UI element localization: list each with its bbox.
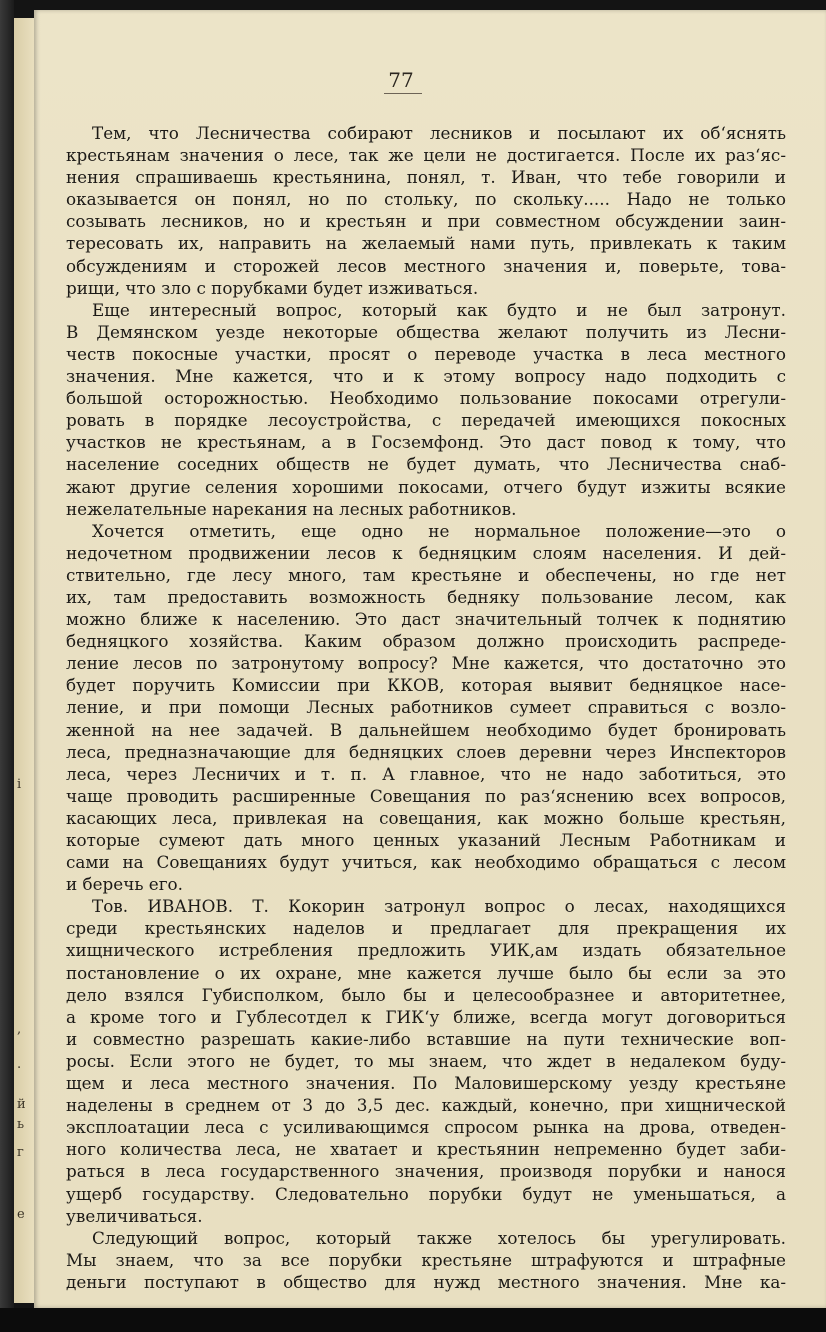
text-line: ного количества леса, не хватает и крестьянин непременно будет заби- [66, 1139, 786, 1160]
book-gutter [0, 0, 14, 1332]
text-line: леса, предназначающие для бедняцких слоев деревни через Инспекторов [66, 741, 786, 762]
text-line: население соседних обществ не будет думать, что Лесничества снаб- [66, 454, 786, 475]
text-line: деньги поступают в общество для нужд местного значения. Мне ка- [66, 1271, 786, 1292]
text-line: чаще проводить расширенные Совещания по раз‘яснению всех вопросов, [66, 785, 786, 806]
text-line: и совместно разрешать какие-либо вставшие на пути технические воп- [66, 1028, 786, 1049]
text-line: и беречь его. [66, 874, 183, 895]
text-line: ровать в порядке лесоустройства, с передачей имеющихся покосных [66, 410, 786, 431]
text-line: В Демянском уезде некоторые общества желают получить из Лесни- [66, 321, 786, 342]
text-line: касающих леса, привлекая на совещания, как можно больше крестьян, [66, 807, 786, 828]
book-page [34, 10, 826, 1308]
text-line: росы. Если этого не будет, то мы знаем, что ждет в недалеком буду- [66, 1050, 786, 1071]
text-line: ущерб государству. Следовательно порубки будут не уменьшаться, а [66, 1183, 786, 1204]
text-line: а кроме того и Гублесотдел к ГИК‘у ближе, всегда могут договориться [66, 1006, 786, 1027]
text-line: Мы знаем, что за все порубки крестьяне штрафуются и штрафные [66, 1249, 786, 1270]
text-line: Тем, что Лесничества собирают лесников и посылают их об‘яснять [92, 123, 786, 143]
text-line: раться в леса государственного значения, производя порубки и нанося [66, 1161, 786, 1182]
text-line: крестьянам значения о лесе, так же цели не достигается. После их раз‘яс- [66, 145, 786, 166]
previous-page-edge [14, 18, 35, 1303]
margin-fragment: i [17, 777, 22, 792]
text-line: будет поручить Комиссии при ККОВ, которая выявит бедняцкое насе- [66, 675, 786, 696]
text-line: тересовать их, направить на желаемый нами путь, привлекать к таким [66, 233, 786, 254]
text-line: среди крестьянских наделов и предлагает для прекращения их [66, 918, 786, 939]
text-line: дело взялся Губисполком, было бы и целесообразнее и авторитетнее, [66, 984, 786, 1005]
text-line: большой осторожностью. Необходимо пользование покосами отрегули- [66, 388, 786, 409]
text-line: ствительно, где лесу много, там крестьяне и обеспечены, но где нет [66, 564, 786, 585]
text-line: наделены в среднем от 3 до 3,5 дес. каждый, конечно, при хищнической [66, 1095, 786, 1116]
text-line: значения. Мне кажется, что и к этому вопросу надо подходить с [66, 366, 786, 387]
text-line: эксплоатации леса с усиливающимся спросом рынка на дрова, отведен- [66, 1117, 786, 1138]
text-line: хищнического истребления предложить УИК,ам издать обязательное [66, 940, 786, 961]
text-line: леса, через Лесничих и т. п. А главное, что не надо заботиться, это [66, 763, 786, 784]
text-line: участков не крестьянам, а в Госземфонд. Это даст повод к тому, что [66, 432, 786, 453]
page-number: 77 [376, 68, 426, 92]
margin-fragment: . [17, 1057, 22, 1072]
text-line: ление, и при помощи Лесных работников сумеет справиться с возло- [66, 697, 786, 718]
text-line: Хочется отметить, еще одно не нормальное положение—это о [92, 520, 786, 541]
text-line: можно ближе к населению. Это даст значительный толчек к поднятию [66, 609, 786, 630]
margin-fragment: й [17, 1097, 26, 1112]
paragraph-block [66, 122, 786, 1293]
text-line: обсуждениям и сторожей лесов местного значения и, поверьте, това- [66, 255, 786, 276]
text-line: Следующий вопрос, который также хотелось бы урегулировать. [92, 1227, 786, 1248]
text-line: Еще интересный вопрос, который как будто и не был затронут. [92, 299, 786, 320]
text-line: ление лесов по затронутому вопросу? Мне кажется, что достаточно это [66, 653, 786, 674]
text-line: жают другие селения хорошими покосами, отчего будут изжиты всякие [66, 476, 786, 497]
text-line: Тов. ИВАНОВ. Т. Кокорин затронул вопрос о лесах, находящихся [92, 896, 786, 917]
text-line: их, там предоставить возможность бедняку пользование лесом, как [66, 586, 786, 607]
text-line: нения спрашиваешь крестьянина, понял, т. Иван, что тебе говорили и [66, 167, 786, 188]
text-line: щем и леса местного значения. По Маловишерскому уезду крестьяне [66, 1073, 786, 1094]
text-line: женной на нее задачей. В дальнейшем необходимо будет бронировать [66, 719, 786, 740]
text-line: нежелательные нарекания на лесных работников. [66, 498, 517, 519]
scan-bottom-border [0, 1308, 826, 1332]
text-line: которые сумеют дать много ценных указаний Лесным Работникам и [66, 830, 786, 850]
page-body-text [66, 122, 786, 1293]
text-line: созывать лесников, но и крестьян и при совместном обсуждении заин- [66, 211, 786, 232]
text-line: недочетном продвижении лесов к бедняцким слоям населения. И дей- [66, 542, 786, 563]
margin-fragment: , [17, 1022, 22, 1037]
text-line: честв покосные участки, просят о переводе участка в леса местного [66, 343, 786, 364]
text-line: рищи, что зло с порубками будет изживаться. [66, 277, 479, 298]
margin-fragment: e [17, 1207, 25, 1222]
text-line: увеличиваться. [66, 1205, 203, 1226]
text-line: постановление о их охране, мне кажется лучше было бы если за это [66, 962, 786, 983]
text-line: сами на Совещаниях будут учиться, как необходимо обращаться с лесом [66, 852, 786, 873]
text-line: бедняцкого хозяйства. Каким образом должно происходить распреде- [66, 631, 786, 652]
margin-fragment: г [17, 1145, 24, 1160]
margin-fragment: ь [17, 1117, 25, 1132]
text-line: оказывается он понял, но по стольку, по скольку..... Надо не только [66, 189, 786, 210]
